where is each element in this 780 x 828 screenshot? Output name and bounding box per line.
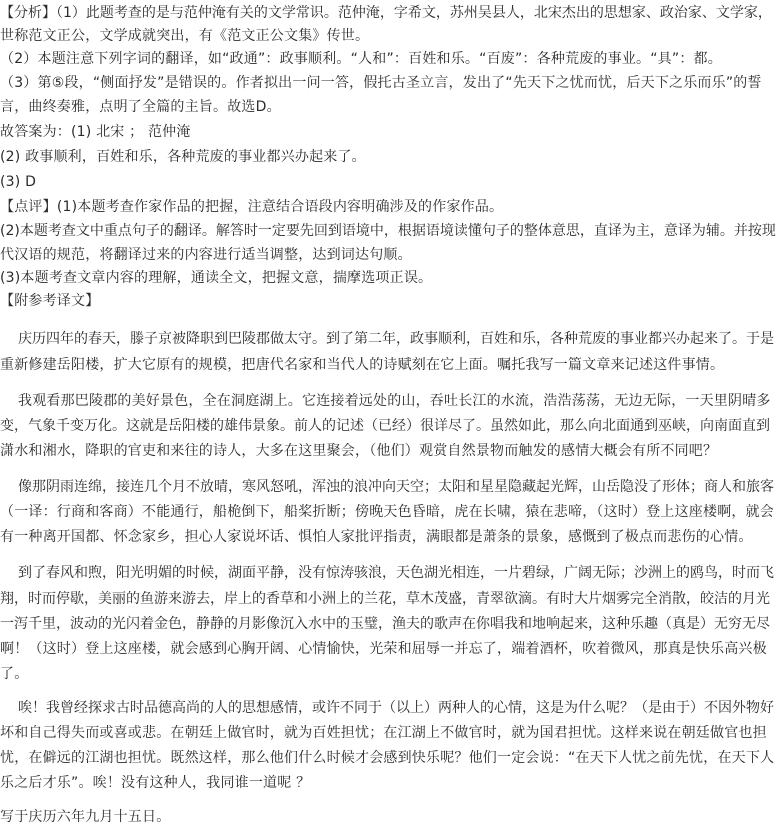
analysis-line-3: （2）本题注意下列字词的翻译，如“政通”：政事顺利。“人和”：百姓和乐。“百废”：各种荒废的事业。“具”：都。 — [0, 51, 722, 67]
comment-line-2: (2)本题考查文中重点句子的翻译。解答时一定要先回到语境中，根据语境读懂句子的整体意思，直译为主，意译为辅。并按现 — [0, 223, 776, 239]
analysis-line-1 — [0, 2, 772, 24]
answer-line-3: (3) D — [0, 174, 37, 190]
para3-line-1: 像那阴雨连绵，接连几个月不放晴，寒风怒吼，浑浊的浪冲向天空；太阳和星星隐藏起光辉，山岳隐没了形体；商人和旅客 — [18, 479, 774, 495]
para3-line-3: 有一种离开国都、怀念家乡，担心人家说坏话、惧怕人家批评指责，满眼都是萧条的景象，感慨到了极点而悲伤的心情。 — [0, 529, 753, 545]
analysis-line-4: （3）第⑤段，“侧面抒发”是错误的。作者拟出一问一答，假托古圣立言，发出了“先天下之忧而忧，后天下之乐而乐”的誓 — [0, 75, 762, 91]
para4-line-5: 了。 — [0, 666, 29, 682]
comment-text-1: (1)本题考查作家作品的把握，注意结合语段内容明确涉及的作家作品。 — [56, 199, 504, 215]
para2-line-1: 我观看那巴陵郡的美好景色，全在洞庭湖上。它连接着远处的山，吞吐长江的水流，浩浩荡荡，无边无际，一天里阴晴多 — [18, 393, 771, 409]
para1-line-2: 重新修建岳阳楼，扩大它原有的规模，把唐代名家和当代人的诗赋刻在它上面。嘱托我写一篇文章来记述这件事情。 — [0, 357, 725, 373]
comment-label: 【点评】 — [0, 199, 57, 215]
comment-line-3: 代汉语的规范，将翻译过来的内容进行适当调整，达到词达句顺。 — [0, 247, 412, 263]
para4-line-3: 一泻千里，波动的光闪着金色，静静的月影像沉入水中的玉璧，渔夫的歌声在你唱我和地响起来，这种乐趣（真是）无穷无尽 — [0, 616, 770, 632]
comment-line-4: (3)本题考查文章内容的理解，通读全文，把握文意，揣摩选项正误。 — [0, 270, 433, 286]
date-line: 写于庆历六年九月十五日。 — [0, 809, 171, 825]
answer-line-1: 故答案为：(1) 北宋 ； 范仲淹 — [0, 124, 191, 140]
para5-line-1: 唉！我曾经探求古时品德高尚的人的思想感情，或许不同于（以上）两种人的心情，这是为什么呢？（是由于）不因外物好 — [18, 700, 774, 716]
para2-line-3: 潇水和湘水，降职的官吏和来往的诗人，大多在这里聚会，（他们）观赏自然景物而触发的感情大概会有所不同吧？ — [0, 443, 718, 459]
para3-line-2: （一译：行商和客商）不能通行，船桅倒下，船桨折断；傍晚天色昏暗，虎在长啸，猿在悲啼，（这时）登上这座楼啊，就会 — [0, 504, 774, 520]
para2-line-2: 变，气象千变万化。这就是岳阳楼的雄伟景象。前人的记述（已经）很详尽了。虽然如此，那么向北面通到巫峡，向南面直到 — [0, 418, 770, 434]
para4-line-1: 到了春风和煦，阳光明媚的时候，湖面平静，没有惊涛骇浪，天色湖光相连，一片碧绿，广阔无际；沙洲上的鸥鸟，时而飞 — [18, 565, 774, 581]
para4-line-4: 啊！（这时）登上这座楼，就会感到心胸开阔、心情愉快，光荣和屈辱一并忘了，端着酒杯，吹着微风，那真是快乐高兴极 — [0, 641, 767, 657]
analysis-label: 【分析】 — [0, 5, 56, 21]
analysis-text-1: （1）此题考查的是与范仲淹有关的文学常识。范仲淹，字希文，苏州吴县人，北宋杰出的思想家、政治家、文学家， — [56, 5, 772, 21]
para4-line-2: 翔，时而停歇，美丽的鱼游来游去，岸上的香草和小洲上的兰花，草木茂盛，青翠欲滴。有时大片烟雾完全消散，皎洁的月光 — [0, 591, 770, 607]
analysis-line-5: 言，曲终奏雅，点明了全篇的主旨。故选D。 — [0, 99, 281, 115]
answer-line-2: (2) 政事顺利，百姓和乐，各种荒废的事业都兴办起来了。 — [0, 149, 366, 165]
para1-line-1: 庆历四年的春天，滕子京被降职到巴陵郡做太守。到了第二年，政事顺利，百姓和乐，各种荒废的事业都兴办起来了。于是 — [18, 331, 774, 347]
comment-line-1 — [0, 196, 503, 218]
translation-label: 【附参考译文】 — [0, 293, 100, 309]
para5-line-4: 乐之后才乐”。唉！没有这种人，我同谁一道呢 ？ — [0, 775, 311, 791]
para5-line-2: 坏和自己得失而或喜或悲。在朝廷上做官时，就为百姓担忧；在江湖上不做官时，就为国君担忧。这样来说在朝廷做官也担 — [0, 725, 767, 741]
para5-line-3: 忧，在僻远的江湖也担忧。既然这样，那么他们什么时候才会感到快乐呢？他们一定会说：“在天下人忧之前先忧，在天下人 — [0, 750, 775, 766]
analysis-line-2: 世称范文正公，文学成就突出，有《范文正公文集》传世。 — [0, 28, 370, 44]
